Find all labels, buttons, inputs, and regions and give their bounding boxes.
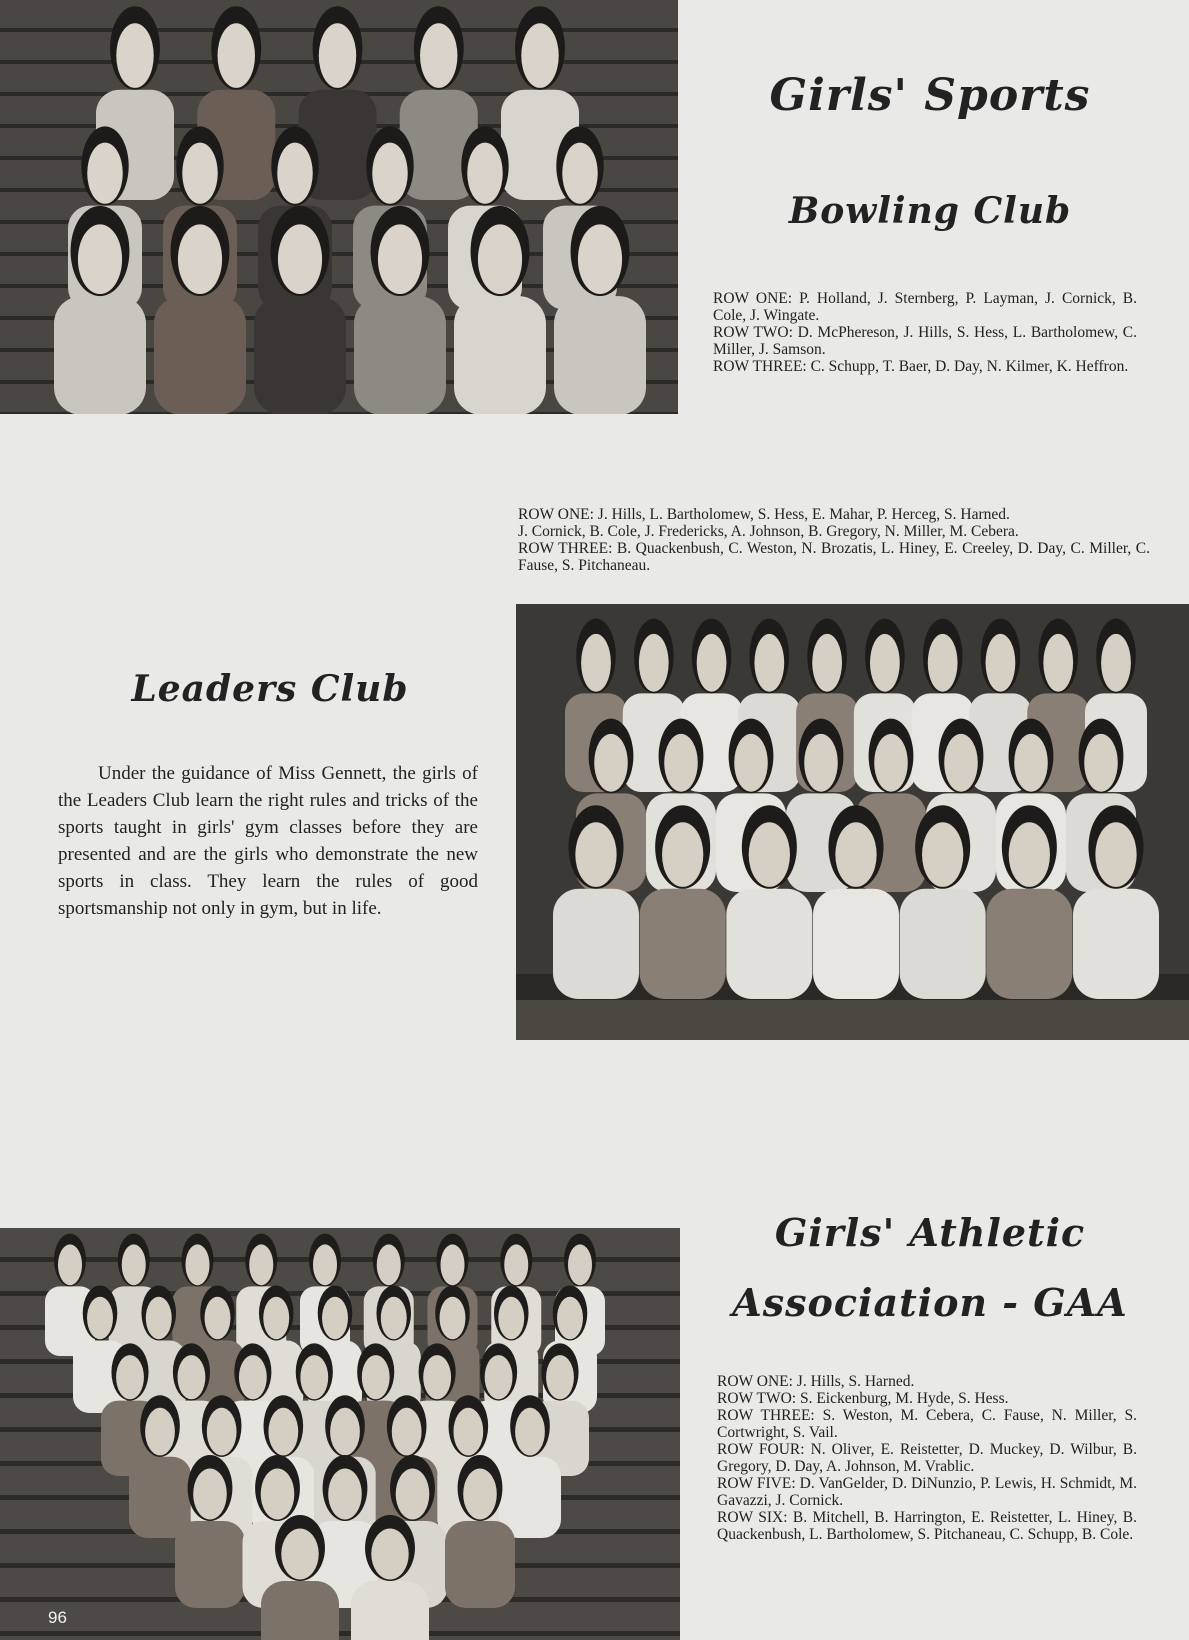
gaa-photo — [0, 1228, 680, 1640]
bowling-club-caption — [713, 290, 1137, 375]
caption-row: ROW ONE: P. Holland, J. Sternberg, P. Layman, J. Cornick, B. Cole, J. Wingate. — [713, 290, 1137, 324]
caption-row: ROW FIVE: D. VanGelder, D. DiNunzio, P. Lewis, H. Schmidt, M. Gavazzi, J. Cornick. — [717, 1475, 1137, 1509]
leaders-club-title: Leaders Club — [131, 668, 409, 710]
caption-row: ROW THREE: B. Quackenbush, C. Weston, N. Brozatis, L. Hiney, E. Creeley, D. Day, C. Miller, C. Fause, S. Pitchaneau. — [518, 540, 1150, 574]
gaa-title-line-2: Association - GAA — [732, 1280, 1128, 1325]
caption-row: ROW ONE: J. Hills, S. Harned. — [717, 1373, 915, 1390]
bowling-club-photo — [0, 0, 678, 414]
gaa-caption — [717, 1373, 1137, 1543]
caption-row: J. Cornick, B. Cole, J. Fredericks, A. Johnson, B. Gregory, N. Miller, M. Cebera. — [518, 523, 1019, 540]
caption-row: ROW FOUR: N. Oliver, E. Reistetter, D. Muckey, D. Wilbur, B. Gregory, D. Day, A. Johnson, M. Vrablic. — [717, 1441, 1137, 1475]
caption-row: ROW TWO: S. Eickenburg, M. Hyde, S. Hess. — [717, 1390, 1009, 1407]
caption-row: ROW TWO: D. McPhereson, J. Hills, S. Hess, L. Bartholomew, C. Miller, J. Samson. — [713, 324, 1137, 358]
page-title: Girls' Sports — [769, 70, 1091, 121]
caption-row: ROW THREE: S. Weston, M. Cebera, C. Fause, N. Miller, S. Cortwright, S. Vail. — [717, 1407, 1137, 1441]
page-number: 96 — [48, 1608, 67, 1627]
caption-row: ROW SIX: B. Mitchell, B. Harrington, E. Reistetter, L. Hiney, B. Quackenbush, L. Bartholomew, S. Pitchaneau, C. Schupp, B. Cole. — [717, 1509, 1137, 1543]
gaa-title-line-1: Girls' Athletic — [774, 1210, 1086, 1255]
caption-row: ROW ONE: J. Hills, L. Bartholomew, S. Hess, E. Mahar, P. Herceg, S. Harned. — [518, 506, 1010, 523]
leaders-club-description: Under the guidance of Miss Gennett, the girls of the Leaders Club learn the right rules and tricks of the sports taught in girls' gym classes before they are presented and are the girls who demonstrate the new sports in class. They learn the rules of good sportsmanship not only in gym, but in life. — [58, 763, 478, 919]
leaders-club-photo — [516, 604, 1189, 1040]
bowling-club-title: Bowling Club — [788, 190, 1072, 232]
leaders-club-caption — [518, 506, 1150, 574]
caption-row: ROW THREE: C. Schupp, T. Baer, D. Day, N. Kilmer, K. Heffron. — [713, 358, 1129, 375]
